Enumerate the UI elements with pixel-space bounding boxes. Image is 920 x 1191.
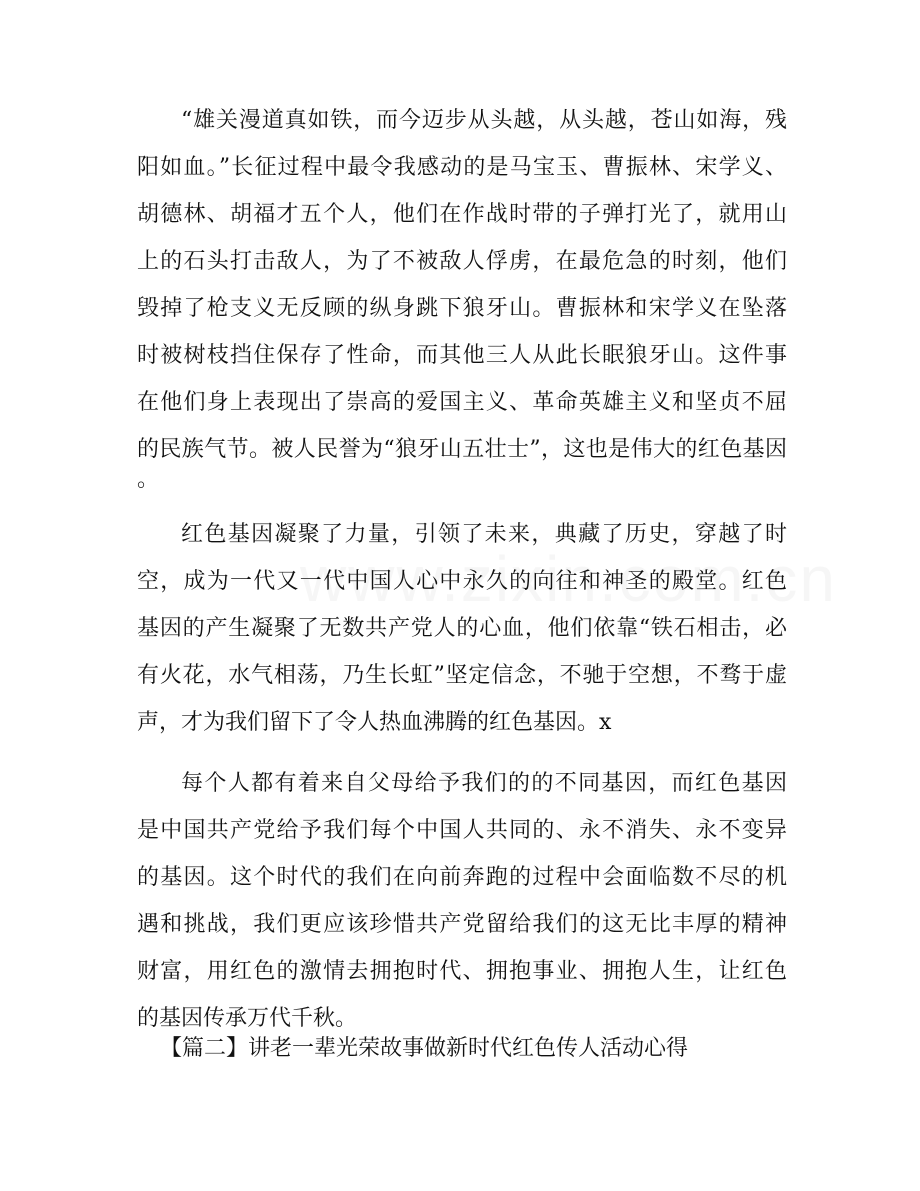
paragraph-line: 。 bbox=[137, 467, 160, 492]
paragraph-line: 红色基因凝聚了力量，引领了未来，典藏了历史，穿越了时 bbox=[181, 522, 787, 547]
paragraph-line: 胡德林、胡福才五个人，他们在作战时带的子弹打光了，就用山 bbox=[137, 202, 787, 227]
paragraph-line: 的基因传承万代千秋。 bbox=[137, 1006, 358, 1031]
paragraph-line: 的基因。这个时代的我们在向前奔跑的过程中会面临数不尽的机 bbox=[137, 865, 787, 890]
paragraph-line: 每个人都有着来自父母给予我们的的不同基因，而红色基因 bbox=[181, 771, 787, 796]
section-heading: 【篇二】讲老一辈光荣故事做新时代红色传人活动心得 bbox=[160, 1036, 689, 1061]
paragraph-line: 遇和挑战，我们更应该珍惜共产党留给我们的这无比丰厚的精神 bbox=[137, 912, 787, 937]
paragraph-line: 的民族气节。被人民誉为“狼牙山五壮士”，这也是伟大的红色基因 bbox=[137, 437, 787, 462]
paragraph-line: 空，成为一代又一代中国人心中永久的向往和神圣的殿堂。红色 bbox=[137, 569, 787, 594]
paragraph-line: 上的石头打击敌人，为了不被敌人俘虏，在最危急的时刻，他们 bbox=[137, 249, 787, 274]
paragraph-line: 声，才为我们留下了令人热血沸腾的红色基因。x bbox=[137, 710, 612, 735]
paragraph-line: 阳如血。”长征过程中最令我感动的是马宝玉、曹振林、宋学义、 bbox=[137, 155, 787, 180]
paragraph-line: 财富，用红色的激情去拥抱时代、拥抱事业、拥抱人生，让红色 bbox=[137, 959, 787, 984]
paragraph-line: 在他们身上表现出了崇高的爱国主义、革命英雄主义和坚贞不屈 bbox=[137, 390, 787, 415]
paragraph-line: 时被树枝挡住保存了性命，而其他三人从此长眠狼牙山。这件事 bbox=[137, 343, 787, 368]
paragraph-line: 是中国共产党给予我们每个中国人共同的、永不消失、永不变异 bbox=[137, 818, 787, 843]
paragraph-line: 有火花，水气相荡，乃生长虹”坚定信念，不驰于空想，不骛于虚 bbox=[137, 663, 787, 688]
paragraph-line: “雄关漫道真如铁，而今迈步从头越，从头越，苍山如海，残 bbox=[181, 108, 787, 133]
paragraph-line: 基因的产生凝聚了无数共产党人的心血，他们依靠“铁石相击，必 bbox=[137, 616, 787, 641]
paragraph-line: 毁掉了枪支义无反顾的纵身跳下狼牙山。曹振林和宋学义在坠落 bbox=[137, 296, 787, 321]
